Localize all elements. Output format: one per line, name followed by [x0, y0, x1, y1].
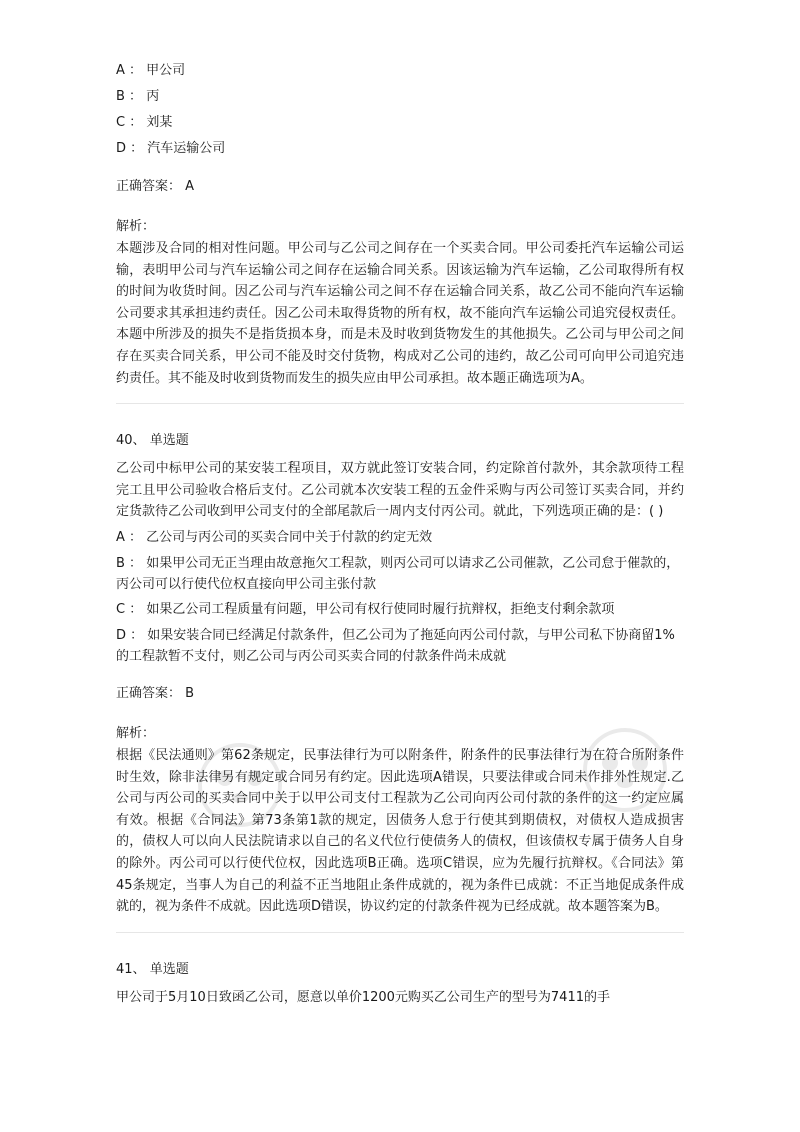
divider	[116, 932, 684, 933]
q39-option-d[interactable]: D ： 汽车运输公司	[116, 141, 226, 156]
q40-option-d[interactable]: D ： 如果安装合同已经满足付款条件，但乙公司为了拖延向丙公司付款，与甲公司私下协商留1%的工程款暂不支付，则乙公司与丙公司买卖合同的付款条件尚未成就	[116, 627, 675, 664]
q40-answer: 正确答案： B	[116, 685, 195, 701]
q39-answer: 正确答案： A	[116, 179, 195, 194]
q40-option-b[interactable]: B ： 如果甲公司无正当理由故意拖欠工程款，则丙公司可以请求乙公司催款，乙公司怠于催款的，丙公司可以行使代位权直接向甲公司主张付款	[116, 555, 680, 592]
q40-stem: 乙公司中标甲公司的某安装工程项目，双方就此签订安装合同，约定除首付款外，其余款项待工程完工且甲公司验收合格后支付。乙公司就本次安装工程的五金件采购与丙公司签订买卖合同，并约定货款待乙公司收到甲公司支付的全部尾款后一周内支付丙公司。就此，下列选项正确的是：( )	[116, 461, 684, 520]
q40-options	[116, 527, 684, 667]
q41-header: 41、 单选题	[116, 961, 189, 977]
q40-header: 40、 单选题	[116, 433, 189, 449]
q40-analysis: 根据《民法通则》第62条规定，民事法律行为可以附条件，附条件的民事法律行为在符合所附条件时生效，除非法律另有规定或合同另有约定。因此选项A错误，只要法律或合同未作排外性规定.乙公司与丙公司的买卖合同中关于以甲公司支付工程款为乙公司向丙公司付款的条件的这一约定应属有效。根据《合同法》第73条第1款的规定，因债务人怠于行使其到期债权，对债权人造成损害的，债权人可以向人民法院请求以自己的名义代位行使债务人的债权，但该债权专属于债务人自身的除外。丙公司可以行使代位权，因此选项B正确。选项C错误，应为先履行抗辩权。《合同法》第45条规定，当事人为自己的利益不正当地阻止条件成就的，视为条件已成就：不正当地促成条件成就的，视为条件不成就。因此选项D错误，协议约定的付款条件视为已经成就。故本题答案为B。	[116, 747, 684, 915]
q39-option-c[interactable]: C ： 刘某	[116, 115, 173, 130]
q40-option-a[interactable]: A ： 乙公司与丙公司的买卖合同中关于付款的约定无效	[116, 529, 433, 545]
q39-options	[116, 60, 684, 160]
q40-option-c[interactable]: C ： 如果乙公司工程质量有问题，甲公司有权行使同时履行抗辩权，拒绝支付剩余款项	[116, 601, 615, 617]
q39-analysis: 本题涉及合同的相对性问题。甲公司与乙公司之间存在一个买卖合同。甲公司委托汽车运输公司运输，表明甲公司与汽车运输公司之间存在运输合同关系。因该运输为汽车运输，乙公司取得所有权的时间为收货时间。因乙公司与汽车运输公司之间不存在运输合同关系，故乙公司不能向汽车运输公司要求其承担违约责任。因乙公司未取得货物的所有权，故不能向汽车运输公司追究侵权责任。本题中所涉及的损失不是指货损本身，而是未及时收到货物发生的其他损失。乙公司与甲公司之间存在买卖合同关系，甲公司不能及时交付货物，构成对乙公司的违约，故乙公司可向甲公司追究违约责任。其不能及时收到货物而发生的损失应由甲公司承担。故本题正确选项为A。	[116, 241, 684, 386]
q39-option-a[interactable]: A ： 甲公司	[116, 63, 186, 78]
q40-analysis-label: 解析：	[116, 725, 156, 741]
q39-option-b[interactable]: B ： 丙	[116, 89, 160, 104]
q39-analysis-label: 解析：	[116, 219, 156, 234]
q41-stem: 甲公司于5月10日致函乙公司，愿意以单价1200元购买乙公司生产的型号为7411的手	[116, 989, 610, 1005]
document-page	[116, 60, 684, 1008]
divider	[116, 403, 684, 404]
